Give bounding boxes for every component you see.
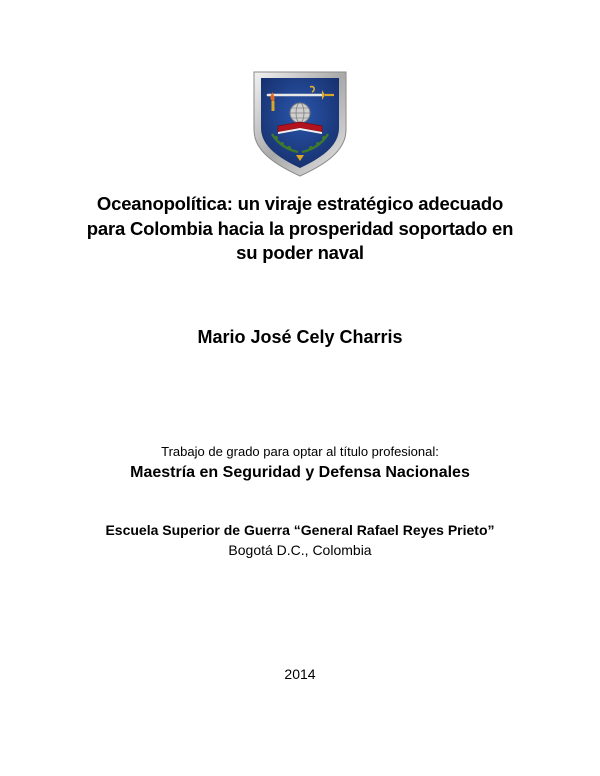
document-title (0, 192, 600, 266)
degree-name: Maestría en Seguridad y Defensa Nacionales (130, 464, 470, 481)
thesis-statement: Trabajo de grado para optar al título profesional: (161, 444, 439, 459)
institution-name: Escuela Superior de Guerra “General Rafael Reyes Prieto” (105, 522, 495, 538)
title-line-2: para Colombia hacia la prosperidad soportado en (86, 217, 514, 239)
title-line-3: su poder naval (236, 242, 364, 263)
title-line-1: Oceanopolítica: un viraje estratégico adecuado (96, 193, 504, 214)
location: Bogotá D.C., Colombia (228, 542, 372, 558)
author-name: Mario José Cely Charris (197, 327, 403, 347)
military-school-crest-icon (252, 68, 348, 178)
publication-year: 2014 (284, 666, 316, 682)
